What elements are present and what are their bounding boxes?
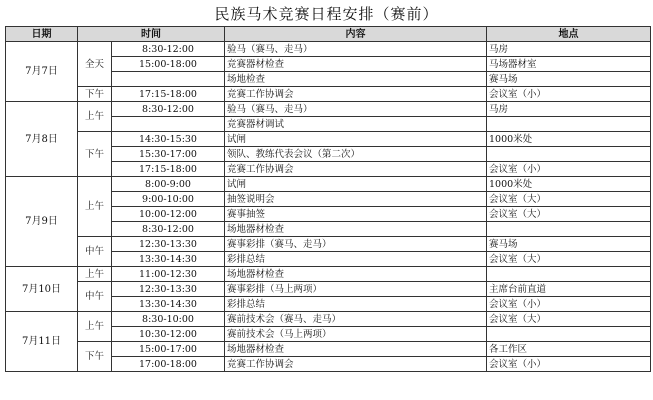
place-cell (487, 267, 651, 282)
period-cell: 下午 (78, 132, 112, 177)
content-cell: 试闸 (225, 132, 487, 147)
place-cell: 会议室（大） (487, 312, 651, 327)
date-cell: 7月9日 (6, 177, 78, 267)
date-cell: 7月10日 (6, 267, 78, 312)
table-row (6, 267, 651, 282)
date-cell: 7月7日 (6, 42, 78, 102)
period-cell: 上午 (78, 267, 112, 282)
time-cell: 8:30-12:00 (112, 42, 225, 57)
period-cell: 中午 (78, 237, 112, 267)
place-cell (487, 117, 651, 132)
time-cell: 13:30-14:30 (112, 297, 225, 312)
time-cell: 17:15-18:00 (112, 87, 225, 102)
content-cell: 竞赛工作协调会 (225, 357, 487, 372)
content-cell: 赛事彩排（马上两项） (225, 282, 487, 297)
period-cell: 下午 (78, 87, 112, 102)
header-place: 地点 (487, 27, 651, 42)
time-cell: 15:30-17:00 (112, 147, 225, 162)
place-cell: 会议室（大） (487, 207, 651, 222)
place-cell (487, 147, 651, 162)
table-row (6, 177, 651, 192)
content-cell: 验马（赛马、走马） (225, 42, 487, 57)
content-cell: 竞赛工作协调会 (225, 87, 487, 102)
time-cell: 14:30-15:30 (112, 132, 225, 147)
content-cell: 彩排总结 (225, 252, 487, 267)
time-cell: 17:15-18:00 (112, 162, 225, 177)
content-cell: 试闸 (225, 177, 487, 192)
time-cell: 8:30-12:00 (112, 222, 225, 237)
time-cell (112, 117, 225, 132)
period-cell: 上午 (78, 102, 112, 132)
time-cell: 9:00-10:00 (112, 192, 225, 207)
content-cell: 竞赛工作协调会 (225, 162, 487, 177)
time-cell: 10:00-12:00 (112, 207, 225, 222)
place-cell: 赛马场 (487, 72, 651, 87)
place-cell: 会议室（小） (487, 162, 651, 177)
content-cell: 赛事彩排（赛马、走马） (225, 237, 487, 252)
period-cell: 中午 (78, 282, 112, 312)
place-cell: 马房 (487, 102, 651, 117)
table-row (6, 312, 651, 327)
table-row (6, 237, 651, 252)
period-cell: 全天 (78, 42, 112, 87)
schedule-table (5, 26, 651, 372)
content-cell: 领队、教练代表会议（第二次） (225, 147, 487, 162)
content-cell: 验马（赛马、走马） (225, 102, 487, 117)
header-time: 时间 (78, 27, 225, 42)
place-cell: 马房 (487, 42, 651, 57)
time-cell: 17:00-18:00 (112, 357, 225, 372)
content-cell: 赛前技术会（赛马、走马） (225, 312, 487, 327)
place-cell: 赛马场 (487, 237, 651, 252)
content-cell: 赛事抽签 (225, 207, 487, 222)
time-cell: 8:00-9:00 (112, 177, 225, 192)
content-cell: 赛前技术会（马上两项） (225, 327, 487, 342)
content-cell: 场地器材检查 (225, 222, 487, 237)
content-cell: 竞赛器材检查 (225, 57, 487, 72)
place-cell (487, 222, 651, 237)
content-cell: 彩排总结 (225, 297, 487, 312)
period-cell: 上午 (78, 312, 112, 342)
content-cell: 竞赛器材调试 (225, 117, 487, 132)
time-cell: 12:30-13:30 (112, 237, 225, 252)
time-cell: 13:30-14:30 (112, 252, 225, 267)
table-row (6, 132, 651, 147)
place-cell: 会议室（小） (487, 297, 651, 312)
table-row (6, 342, 651, 357)
table-row (6, 282, 651, 297)
time-cell: 12:30-13:30 (112, 282, 225, 297)
time-cell: 8:30-10:00 (112, 312, 225, 327)
header-content: 内容 (225, 27, 487, 42)
header-date: 日期 (6, 27, 78, 42)
time-cell: 11:00-12:30 (112, 267, 225, 282)
time-cell: 15:00-18:00 (112, 57, 225, 72)
page-title: 民族马术竞赛日程安排（赛前） (214, 5, 439, 23)
time-cell: 15:00-17:00 (112, 342, 225, 357)
place-cell (487, 327, 651, 342)
place-cell: 会议室（小） (487, 87, 651, 102)
schedule-body (6, 42, 651, 372)
place-cell: 会议室（大） (487, 192, 651, 207)
table-row (6, 87, 651, 102)
content-cell: 场地检查 (225, 72, 487, 87)
place-cell: 主席台前直道 (487, 282, 651, 297)
place-cell: 1000米处 (487, 177, 651, 192)
time-cell (112, 72, 225, 87)
place-cell: 会议室（小） (487, 357, 651, 372)
date-cell: 7月8日 (6, 102, 78, 177)
content-cell: 场地器材检查 (225, 342, 487, 357)
content-cell: 抽签说明会 (225, 192, 487, 207)
period-cell: 下午 (78, 342, 112, 372)
time-cell: 10:30-12:00 (112, 327, 225, 342)
header-row (6, 27, 651, 42)
content-cell: 场地器材检查 (225, 267, 487, 282)
period-cell: 上午 (78, 177, 112, 237)
place-cell: 各工作区 (487, 342, 651, 357)
date-cell: 7月11日 (6, 312, 78, 372)
table-row (6, 42, 651, 57)
place-cell: 1000米处 (487, 132, 651, 147)
table-row (6, 102, 651, 117)
time-cell: 8:30-12:00 (112, 102, 225, 117)
place-cell: 马场器材室 (487, 57, 651, 72)
place-cell: 会议室（大） (487, 252, 651, 267)
